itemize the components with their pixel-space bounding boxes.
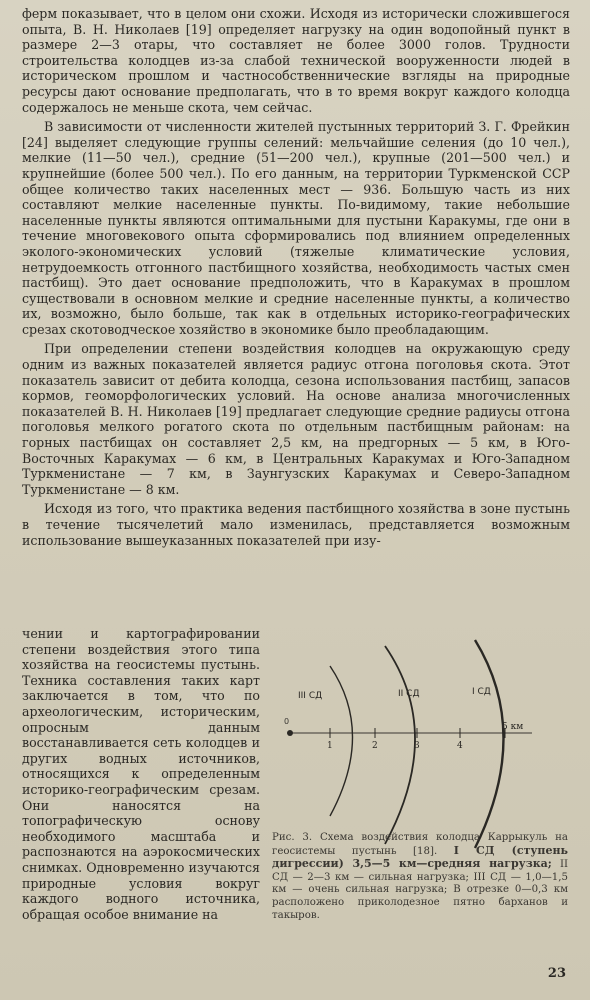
caption-lead: I СД (ступень дигрессии) 3,5—5 км—средняя нагрузка; [272,843,568,871]
well-impact-diagram [270,626,570,856]
zone-label-i: I СД [472,687,491,697]
paragraph-3: При определении степени воздействия колодцев на окружающую среду одним из важных показателей является радиус отгона поголовья скота. Этот показатель зависит от дебита колодца, сезона использования пастбищ, запасов кормов, геоморфологических условий. На основе анализа многочисленных показателей В. Н. Николаев [19] предлагает следующие средние радиусы отгона поголовья мелкого рогатого скота по отдельным пастбищным районам: на горных пастбищах он составляет 2,5 км, на предгорных — 5 км, в Юго-Восточных Каракумах — 6 км, в Центральных Каракумах и Юго-Западном Туркменистане — 7 км, в Заунгузских Каракумах и Северо-Западном Туркменистане — 8 км. [22,341,570,497]
tick-label-3: 3 [414,741,420,751]
caption-rest: II СД — 2—3 км — сильная нагрузка; III СД — 1,0—1,5 км — очень сильная нагрузка; В отрезке 0—0,3 км расположено приколодезное пятно барханов и такыров. [272,859,568,921]
page-number: 23 [547,966,566,981]
left-column-text: чении и картографировании степени воздействия этого типа хозяйства на геосистемы пустынь. Техника составления таких карт заключается в том, что по археологическим, историческим, опросным данным восстанавливается сеть колодцев и других водных источников, относящихся к определенным историко-географическим срезам. Они наносятся на топографическую основу необходимого масштаба и распознаются на аэрокосмических снимках. Одновременно изучаются природные условия вокруг каждого водного источника, обращая особое внимание на [22,626,260,922]
paragraph-2: В зависимости от численности жителей пустынных территорий З. Г. Фрейкин [24] выделяет следующие группы селений: мельчайшие селения (до 10 чел.), мелкие (11—50 чел.), средние (51—200 чел.), крупные (201—500 чел.) и крупнейшие (более 500 чел.). По его данным, на территории Туркменской ССР общее количество таких населенных мест — 936. Большую часть из них составляют мелкие населенные пункты. По-видимому, такие небольшие населенные пункты являются оптимальными для пустыни Каракумы, где они в течение многовекового опыта сформировались под влиянием определенных эколого-экономических условий (тяжелые климатические условия, нетрудоемкость отгонного пастбищного хозяйства, необходимость частых смен пастбищ). Это дает основание предположить, что в Каракумах в прошлом существовали в основном мелкие и средние населенные пункты, а количество их, возможно, было больше, так как в отдельных историко-географических срезах скотоводческое хозяйство в экономике было преобладающим. [22,119,570,337]
zone-arc-i [475,640,504,848]
tick-label-1: 1 [327,741,333,751]
tick-label-2: 2 [372,741,378,751]
well-point [287,730,293,736]
caption-title: Рис. 3. Схема воздействия колодца Каррыкуль на геосистемы пустынь [18]. [272,832,568,857]
main-text [22,6,570,548]
zone-label-ii: II СД [398,689,420,699]
tick-label-5: 5 км [502,722,524,732]
tick-label-4: 4 [457,741,463,751]
zone-arc-iii [330,666,353,816]
paragraph-4: Исходя из того, что практика ведения пастбищного хозяйства в зоне пустынь в течение тысячелетий мало изменилась, представляется возможным использование вышеуказанных показателей при изу- [22,501,570,548]
origin-label: 0 [284,717,290,726]
figure-caption [272,832,568,922]
zone-arc-ii [385,646,415,844]
paragraph-1: ферм показывает, что в целом они схожи. Исходя из исторически сложившегося опыта, В. Н. Николаев [19] определяет нагрузку на один водопойный пункт в размере 2—3 отары, что составляет не более 3000 голов. Трудности строительства колодцев из-за слабой технической вооруженности людей в историческом прошлом и частнособственнические взгляды на природные ресурсы дают основание предполагать, что в то время вокруг каждого колодца содержалось не меньше скота, чем сейчас. [22,6,570,115]
zone-label-iii: III СД [298,691,323,701]
